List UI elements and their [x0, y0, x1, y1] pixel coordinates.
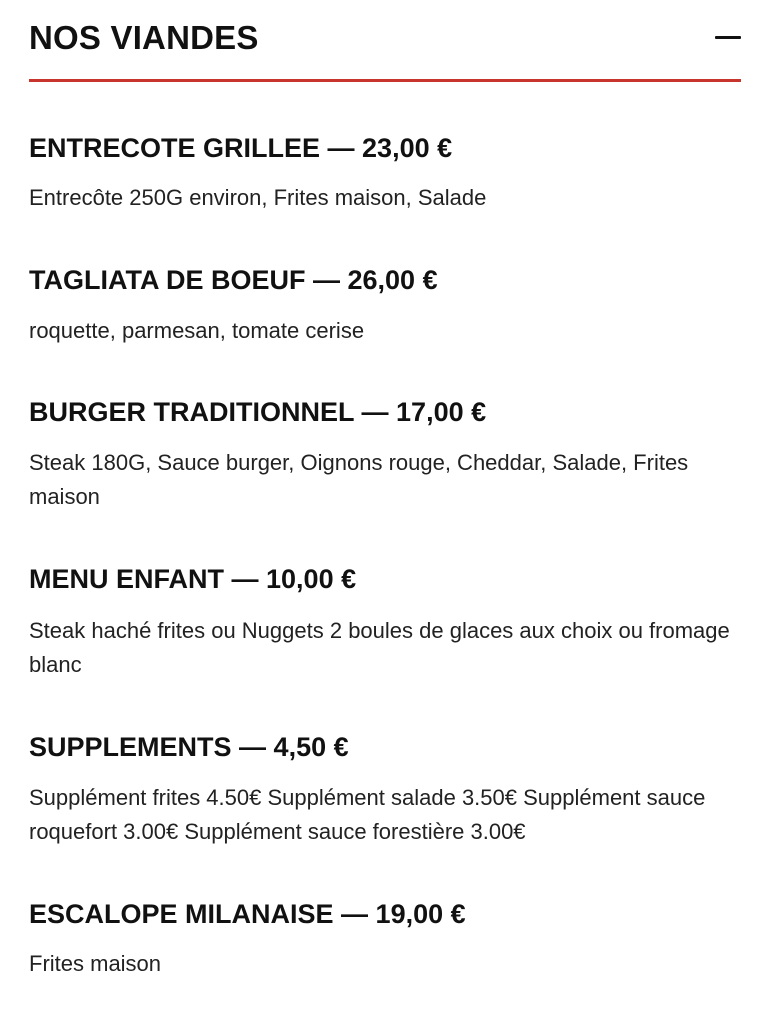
menu-item-name: TAGLIATA DE BOEUF — [29, 265, 306, 296]
menu-item-heading — [29, 396, 741, 428]
menu-item-name: ESCALOPE MILANAISE — [29, 898, 334, 929]
menu-item-price: 17,00 € — [396, 396, 487, 427]
menu-item-heading — [29, 898, 741, 930]
menu-item-separator: — — [231, 731, 274, 762]
menu-item — [29, 849, 741, 981]
menu-item-heading — [29, 132, 741, 164]
menu-item-separator: — — [224, 564, 267, 595]
menu-item-price: 23,00 € — [362, 133, 453, 163]
menu-item-description: Entrecôte 250G environ, Frites maison, Salade — [29, 185, 487, 211]
collapse-toggle-button[interactable] — [713, 23, 743, 57]
menu-item — [29, 514, 741, 681]
menu-item — [29, 215, 741, 347]
menu-item — [29, 348, 741, 514]
menu-item-price: 26,00 € — [347, 265, 438, 296]
menu-item-name: SUPPLEMENTS — [29, 731, 232, 762]
menu-item-heading — [29, 563, 741, 595]
menu-item-name: BURGER TRADITIONNEL — [29, 396, 355, 427]
section-header[interactable] — [29, 0, 741, 82]
section-title: NOS VIANDES — [29, 19, 259, 56]
menu-items-list — [29, 82, 741, 981]
menu-item-heading — [29, 264, 741, 296]
menu-item-description: Steak haché frites ou Nuggets 2 boules de glaces aux choix ou fromage blanc — [29, 617, 730, 677]
minus-icon — [715, 36, 741, 39]
menu-item-separator: — — [305, 265, 348, 296]
menu-item-description: Steak 180G, Sauce burger, Oignons rouge, Cheddar, Salade, Frites maison — [29, 450, 689, 510]
menu-item-price: 10,00 € — [266, 564, 357, 595]
menu-item-description: roquette, parmesan, tomate cerise — [29, 317, 365, 343]
menu-item — [29, 682, 741, 849]
menu-item-price: 4,50 € — [273, 731, 349, 762]
menu-item-separator: — — [320, 133, 363, 163]
menu-item-price: 19,00 € — [375, 898, 466, 929]
menu-item-name: ENTRECOTE GRILLEE — [29, 133, 321, 163]
menu-item-description: Frites maison — [29, 951, 162, 977]
menu-item-separator: — — [354, 396, 397, 427]
menu-item-description: Supplément frites 4.50€ Supplément salade 3.50€ Supplément sauce roquefort 3.00€ Supplément sauce forestière 3.00€ — [29, 784, 706, 844]
menu-item-separator: — — [333, 898, 376, 929]
menu-item-name: MENU ENFANT — [29, 564, 224, 595]
menu-item — [29, 82, 741, 215]
menu-item-heading — [29, 731, 741, 763]
